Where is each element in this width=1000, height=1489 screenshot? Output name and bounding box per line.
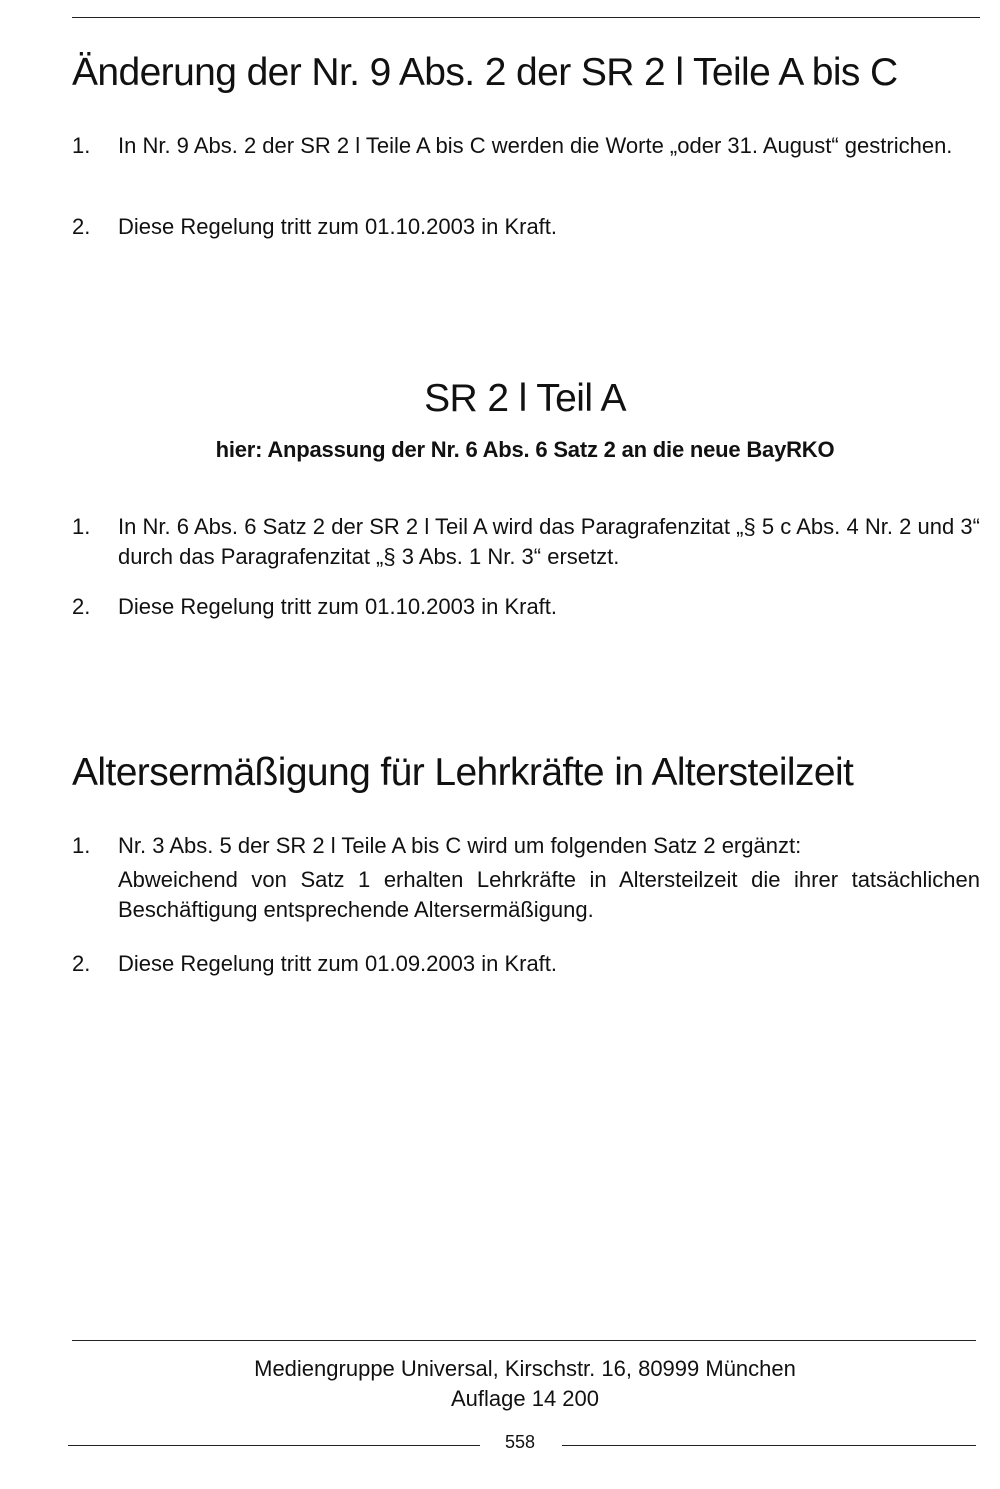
item-text: In Nr. 6 Abs. 6 Satz 2 der SR 2 l Teil A wird das Paragrafenzitat „§ 5 c Abs. 4 Nr. 2 und 3“ durch das Paragrafenzitat „§ 3 Abs. 1 Nr. 3“ ersetzt. bbox=[118, 514, 980, 569]
item-subtext: Abweichend von Satz 1 erhalten Lehrkräfte in Altersteilzeit die ihrer tatsächlichen Beschäftigung entsprechende Altersermäßigung. bbox=[118, 867, 980, 922]
section1-item-1 bbox=[72, 131, 980, 161]
page-rule-right bbox=[562, 1445, 976, 1446]
footer-rule bbox=[72, 1340, 976, 1341]
section1-item-2 bbox=[72, 212, 980, 242]
section3-item-1 bbox=[72, 831, 980, 925]
section3-title: Altersermäßigung für Lehrkräfte in Altersteilzeit bbox=[72, 751, 854, 794]
item-text: Nr. 3 Abs. 5 der SR 2 l Teile A bis C wird um folgenden Satz 2 ergänzt: bbox=[118, 833, 802, 858]
item-number: 2. bbox=[72, 214, 91, 239]
page-number: 558 bbox=[504, 1432, 536, 1452]
section2-subtitle: hier: Anpassung der Nr. 6 Abs. 6 Satz 2 an die neue BayRKO bbox=[215, 437, 835, 462]
section2-item-1 bbox=[72, 512, 980, 572]
top-rule bbox=[72, 17, 980, 18]
section2-title: SR 2 l Teil A bbox=[424, 377, 626, 420]
item-number: 1. bbox=[72, 833, 91, 858]
item-number: 1. bbox=[72, 133, 91, 158]
item-number: 2. bbox=[72, 951, 91, 976]
item-text: In Nr. 9 Abs. 2 der SR 2 l Teile A bis C werden die Worte „oder 31. August“ gestrichen. bbox=[118, 133, 953, 158]
section2-item-2 bbox=[72, 592, 980, 622]
item-number: 2. bbox=[72, 594, 91, 619]
item-text: Diese Regelung tritt zum 01.09.2003 in Kraft. bbox=[118, 951, 558, 976]
publisher-line: Mediengruppe Universal, Kirschstr. 16, 80999 München bbox=[254, 1356, 796, 1381]
section1-title: Änderung der Nr. 9 Abs. 2 der SR 2 l Teile A bis C bbox=[72, 51, 898, 94]
item-text: Diese Regelung tritt zum 01.10.2003 in Kraft. bbox=[118, 594, 558, 619]
item-text: Diese Regelung tritt zum 01.10.2003 in Kraft. bbox=[118, 214, 558, 239]
item-number: 1. bbox=[72, 514, 91, 539]
section3-item-2 bbox=[72, 949, 980, 979]
edition-line: Auflage 14 200 bbox=[450, 1386, 600, 1411]
page-rule-left bbox=[68, 1445, 480, 1446]
